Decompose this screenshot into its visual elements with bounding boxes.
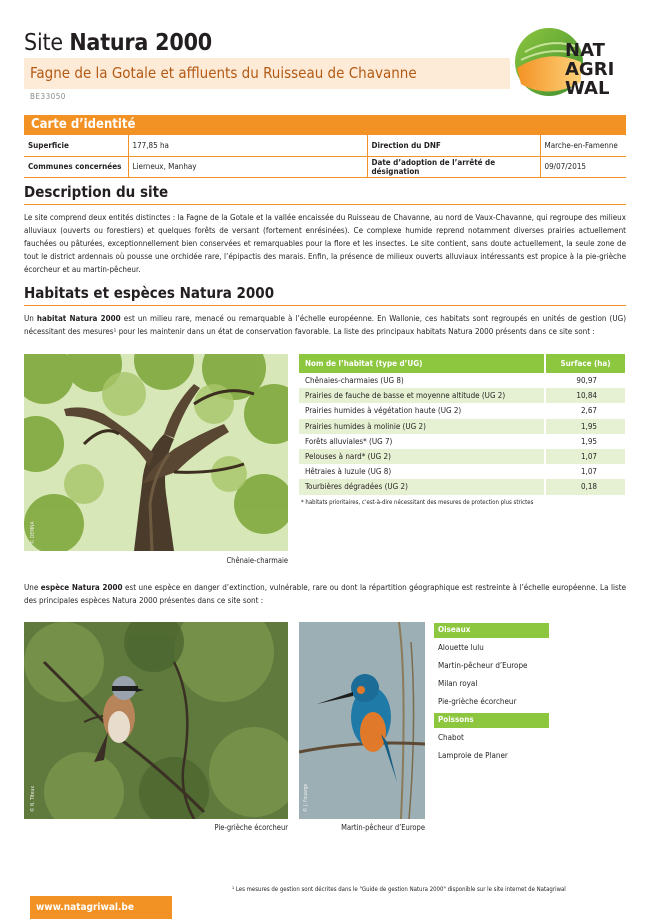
superficie-label: Superficie bbox=[24, 135, 128, 156]
communes-label: Communes concernées bbox=[24, 156, 128, 177]
habitat-surface: 10,84 bbox=[545, 388, 625, 403]
species-item: Milan royal bbox=[438, 679, 478, 688]
identity-heading: Carte d’identité bbox=[24, 115, 626, 135]
kingfisher-photo bbox=[299, 622, 425, 819]
habitat-name: Chênaies-charmaies (UG 8) bbox=[299, 373, 545, 388]
site-name-banner: Fagne de la Gotale et affluents du Ruisseau de Chavanne bbox=[24, 58, 510, 89]
page-title bbox=[24, 30, 212, 56]
species-item: Martin-pêcheur d’Europe bbox=[438, 661, 528, 670]
habitat-table bbox=[299, 354, 625, 495]
species-intro-bold: espèce Natura 2000 bbox=[40, 583, 123, 592]
habitats-intro-b: est un milieu rare, menacé ou remarquable à l’échelle européenne. En Wallonie, ces habitats sont regroupés en unités de gestion (UG) nécessitant des mesures¹ pour les maintenir dans un état de conservation favorable. La liste des principaux habitats Natura 2000 présents dans ce site sont : bbox=[24, 314, 626, 336]
habitats-intro bbox=[24, 312, 626, 338]
title-bold: Natura 2000 bbox=[69, 30, 212, 56]
table-row bbox=[299, 479, 625, 494]
species-item: Chabot bbox=[438, 733, 464, 742]
table-row bbox=[299, 388, 625, 403]
species-intro bbox=[24, 581, 626, 607]
habitat-name: Prairies humides à molinie (UG 2) bbox=[299, 419, 545, 434]
superficie-value: 177,85 ha bbox=[128, 135, 367, 156]
website-link[interactable]: www.natagriwal.be bbox=[30, 896, 172, 919]
habitat-surface: 90,97 bbox=[545, 373, 625, 388]
date-label: Date d’adoption de l’arrêté de désignation bbox=[367, 156, 540, 177]
date-value: 09/07/2015 bbox=[540, 156, 626, 177]
habitat-col-name: Nom de l’habitat (type d’UG) bbox=[299, 354, 545, 373]
oak-photo-credit: © DEMNA bbox=[30, 521, 36, 544]
table-row bbox=[299, 464, 625, 479]
species-item: Alouette lulu bbox=[438, 643, 484, 652]
table-row bbox=[299, 403, 625, 418]
oak-tree-photo bbox=[24, 354, 288, 551]
habitat-table-note: * habitats prioritaires, c’est-à-dire nécessitant des mesures de protection plus strictes bbox=[301, 499, 534, 506]
habitat-name: Hêtraies à luzule (UG 8) bbox=[299, 464, 545, 479]
habitats-intro-a: Un bbox=[24, 314, 37, 323]
species-intro-b: est une espèce en danger d’extinction, vulnérable, rare ou dont la répartition géographique est restreinte à l’échelle européenne. La liste des principales espèces Natura 2000 présentes dans ce site sont : bbox=[24, 583, 626, 605]
title-prefix: Site bbox=[24, 30, 63, 56]
habitat-name: Prairies de fauche de basse et moyenne altitude (UG 2) bbox=[299, 388, 545, 403]
oak-photo-caption: Chênaie-charmaie bbox=[226, 556, 288, 565]
habitats-rule bbox=[24, 305, 626, 306]
kingfisher-photo-caption: Martin-pêcheur d’Europe bbox=[341, 823, 425, 832]
species-intro-a: Une bbox=[24, 583, 41, 592]
table-row bbox=[299, 434, 625, 449]
habitat-name: Pelouses à nard* (UG 2) bbox=[299, 449, 545, 464]
habitat-name: Tourbières dégradées (UG 2) bbox=[299, 479, 545, 494]
communes-value: Lierneux, Manhay bbox=[128, 156, 367, 177]
description-rule bbox=[24, 204, 626, 205]
logo-line-2: AGRI bbox=[565, 59, 615, 80]
logo-line-3: WAL bbox=[565, 78, 610, 99]
habitats-intro-bold: habitat Natura 2000 bbox=[36, 314, 121, 323]
kingfisher-photo-credit: © J. Fouarge bbox=[303, 783, 309, 812]
species-group-fish: Poissons bbox=[434, 713, 549, 728]
habitat-surface: 0,18 bbox=[545, 479, 625, 494]
species-item: Lamproie de Planer bbox=[438, 751, 508, 760]
description-heading: Description du site bbox=[24, 183, 169, 201]
species-item: Pie-grièche écorcheur bbox=[438, 697, 517, 706]
table-row bbox=[299, 373, 625, 388]
natagriwal-logo bbox=[515, 22, 627, 104]
shrike-photo-caption: Pie-grièche écorcheur bbox=[214, 823, 288, 832]
habitat-surface: 1,07 bbox=[545, 449, 625, 464]
table-row bbox=[299, 419, 625, 434]
site-code: BE33050 bbox=[30, 92, 66, 101]
shrike-photo bbox=[24, 622, 288, 819]
habitat-col-surface: Surface (ha) bbox=[545, 354, 625, 373]
habitats-heading: Habitats et espèces Natura 2000 bbox=[24, 284, 275, 302]
habitat-name: Forêts alluviales* (UG 7) bbox=[299, 434, 545, 449]
table-row bbox=[299, 449, 625, 464]
species-group-birds: Oiseaux bbox=[434, 623, 549, 638]
direction-label: Direction du DNF bbox=[367, 135, 540, 156]
habitat-surface: 1,95 bbox=[545, 434, 625, 449]
logo-line-1: NAT bbox=[565, 40, 605, 61]
shrike-photo-credit: © N. Titeux bbox=[30, 785, 36, 812]
direction-value: Marche-en-Famenne bbox=[540, 135, 626, 156]
habitat-surface: 1,95 bbox=[545, 419, 625, 434]
footnote: ¹ Les mesures de gestion sont décrites dans le "Guide de gestion Natura 2000" disponible sur le site internet de Natagriwal bbox=[232, 886, 566, 893]
habitat-surface: 1,07 bbox=[545, 464, 625, 479]
habitat-name: Prairies humides à végétation haute (UG 2) bbox=[299, 403, 545, 418]
habitat-surface: 2,67 bbox=[545, 403, 625, 418]
identity-table bbox=[24, 135, 626, 178]
description-text: Le site comprend deux entités distinctes : la Fagne de la Gotale et la vallée encaissée du Ruisseau de Chavanne, au nord de Vaux-Chavanne, qui regroupe des milieux alluviaux (ouverts ou forestiers) et quelques forêts de versant (fortement enrésinées). Ce complexe humide reprend notamment diverses prairies actuellement fauchées ou pâturées, exceptionnellement bien conservées et remarquables pour la flore et les insectes. Le site contient, sans doute actuellement, la seule zone de tout le district ardennais où pousse une orchidée rare, l’épipactis des marais. Enfin, la présence de milieux ouverts alluviaux intéressants est propice à la pie-grièche écorcheur et au martin-pêcheur. bbox=[24, 213, 626, 274]
